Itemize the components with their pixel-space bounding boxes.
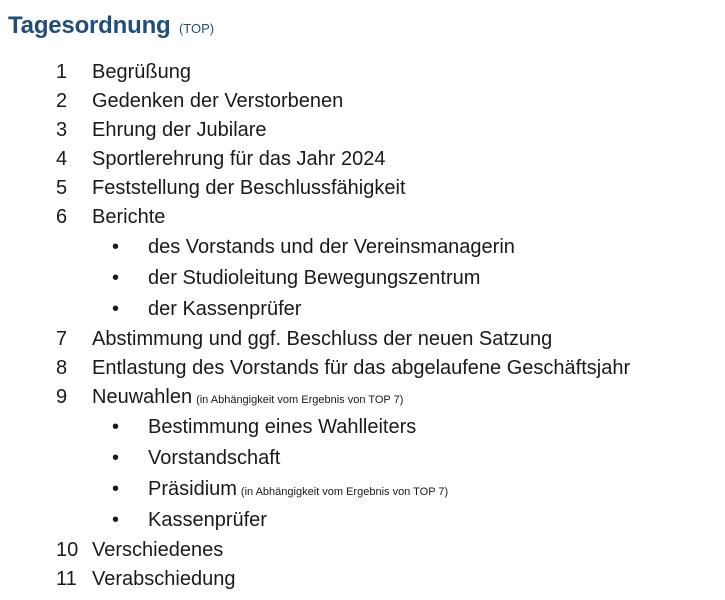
agenda-item-label: Sportlerehrung für das Jahr 2024 xyxy=(92,148,386,170)
bullet-icon: • xyxy=(112,478,120,500)
agenda-item-label: Abstimmung und ggf. Beschluss der neuen Satzung xyxy=(92,328,553,350)
agenda-subitem xyxy=(0,263,725,294)
agenda-item-number: 11 xyxy=(56,568,77,590)
agenda-item-note: (in Abhängigkeit vom Ergebnis von TOP 7) xyxy=(196,394,404,406)
agenda-item-number: 3 xyxy=(56,119,68,141)
title-abbreviation: (TOP) xyxy=(178,21,215,36)
agenda-item-3 xyxy=(0,116,725,145)
agenda-list xyxy=(0,58,725,594)
agenda-item-2 xyxy=(0,87,725,116)
agenda-item-4 xyxy=(0,145,725,174)
agenda-subitem-label: der Kassenprüfer xyxy=(148,298,302,320)
agenda-item-label-text: Neuwahlen xyxy=(92,386,193,408)
bullet-icon: • xyxy=(112,267,120,289)
agenda-item-number: 9 xyxy=(56,386,68,408)
agenda-item-8 xyxy=(0,354,725,383)
agenda-subitem xyxy=(0,412,725,443)
agenda-item-label: Feststellung der Beschlussfähigkeit xyxy=(92,177,406,199)
agenda-subitem-label: Vorstandschaft xyxy=(148,447,281,469)
agenda-item-10 xyxy=(0,536,725,565)
agenda-item-1 xyxy=(0,58,725,87)
agenda-subitem xyxy=(0,294,725,325)
agenda-item-label: Verabschiedung xyxy=(92,568,236,590)
bullet-icon: • xyxy=(112,298,120,320)
bullet-icon: • xyxy=(112,509,120,531)
agenda-subitem xyxy=(0,232,725,263)
agenda-subitem xyxy=(0,443,725,474)
agenda-subitem-label: des Vorstands und der Vereinsmanagerin xyxy=(148,236,515,258)
agenda-item-label: Ehrung der Jubilare xyxy=(92,119,267,141)
agenda-item-number: 1 xyxy=(56,61,68,83)
agenda-item-9 xyxy=(0,383,725,412)
agenda-subitem-label-text: Präsidium xyxy=(148,478,237,500)
agenda-subitem xyxy=(0,505,725,536)
agenda-item-label: Gedenken der Verstorbenen xyxy=(92,90,344,112)
agenda-subitem-note: (in Abhängigkeit vom Ergebnis von TOP 7) xyxy=(240,486,449,498)
agenda-item-7 xyxy=(0,325,725,354)
agenda-item-5 xyxy=(0,174,725,203)
title-text: Tagesordnung xyxy=(8,12,171,39)
agenda-item-number: 5 xyxy=(56,177,68,199)
agenda-item-number: 2 xyxy=(56,90,68,112)
agenda-item-number: 8 xyxy=(56,357,68,379)
agenda-item-label: Begrüßung xyxy=(92,61,191,83)
agenda-item-label: Entlastung des Vorstands für das abgelaufene Geschäftsjahr xyxy=(92,357,631,379)
agenda-item-label: Berichte xyxy=(92,206,166,228)
page-title xyxy=(8,12,214,40)
agenda-subitem-label: Bestimmung eines Wahlleiters xyxy=(148,416,417,438)
agenda-item-number: 10 xyxy=(56,539,79,561)
agenda-item-11 xyxy=(0,565,725,594)
agenda-item-label: Verschiedenes xyxy=(92,539,224,561)
agenda-subitem xyxy=(0,474,725,505)
agenda-subitem-label: der Studioleitung Bewegungszentrum xyxy=(148,267,481,289)
agenda-item-number: 7 xyxy=(56,328,68,350)
agenda-item-6 xyxy=(0,203,725,232)
agenda-item-number: 6 xyxy=(56,206,68,228)
agenda-subitem-label: Kassenprüfer xyxy=(148,509,267,531)
agenda-item-number: 4 xyxy=(56,148,68,170)
bullet-icon: • xyxy=(112,447,120,469)
agenda-item-label xyxy=(92,383,403,415)
bullet-icon: • xyxy=(112,236,120,258)
agenda-subitem-label xyxy=(148,474,448,508)
bullet-icon: • xyxy=(112,416,120,438)
